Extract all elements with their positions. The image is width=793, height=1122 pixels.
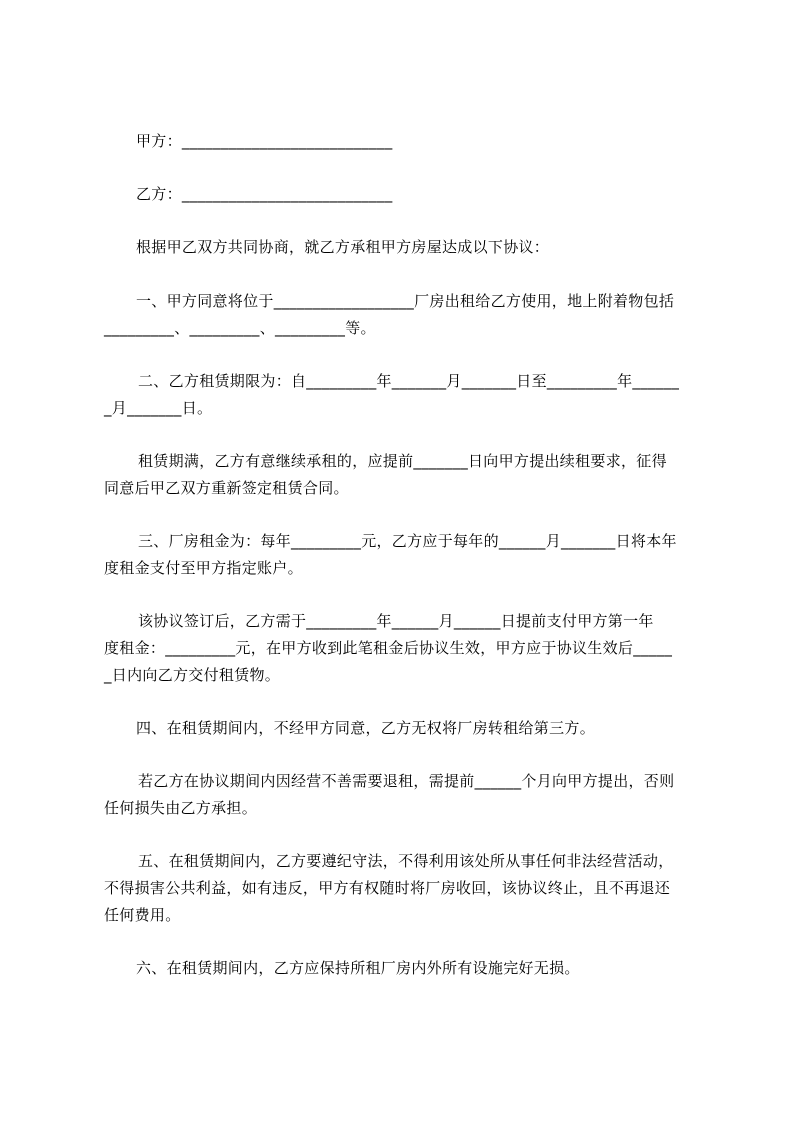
clause-1-line-1: 一、甲方同意将位于__________________厂房出租给乙方使用，地上附着物包括 — [136, 292, 675, 310]
clause-6-line: 六、在租赁期间内，乙方应保持所租厂房内外所有设施完好无损。 — [136, 959, 580, 977]
clause-3-line-1: 三、厂房租金为：每年_________元，乙方应于每年的______月_______日将本年 — [138, 532, 677, 550]
party-a-line: 甲方：___________________________ — [136, 132, 393, 150]
clause-5-line-2: 不得损害公共利益，如有违反，甲方有权随时将厂房收回，该协议终止，且不再退还 — [104, 879, 671, 897]
clause-2-line-2: _月_______日。 — [104, 399, 213, 417]
renewal-line-1: 租赁期满，乙方有意继续承租的，应提前_______日向甲方提出续租要求，征得 — [138, 452, 667, 470]
clause-5-line-3: 任何费用。 — [104, 906, 181, 924]
clause-2-line-1: 二、乙方租赁期限为：自_________年_______月_______日至_________年______ — [138, 372, 680, 390]
termination-line-1: 若乙方在协议期间内因经营不善需要退租，需提前______个月向甲方提出，否则 — [138, 772, 675, 790]
payment-line-3: _日内向乙方交付租赁物。 — [104, 666, 281, 684]
clause-1-line-2: _________、_________、_________等。 — [104, 319, 376, 337]
termination-line-2: 任何损失由乙方承担。 — [104, 799, 258, 817]
clause-5-line-1: 五、在租赁期间内，乙方要遵纪守法，不得利用该处所从事任何非法经营活动， — [138, 852, 674, 870]
renewal-line-2: 同意后甲乙双方重新签定租赁合同。 — [104, 479, 349, 497]
payment-line-1: 该协议签订后，乙方需于_________年______月______日提前支付甲方第一年 — [138, 612, 654, 630]
party-b-line: 乙方：___________________________ — [136, 185, 393, 203]
clause-3-line-2: 度租金支付至甲方指定账户。 — [104, 559, 303, 577]
clause-4-line: 四、在租赁期间内，不经甲方同意，乙方无权将厂房转租给第三方。 — [136, 719, 596, 737]
preamble-line: 根据甲乙双方共同协商，就乙方承租甲方房屋达成以下协议： — [136, 238, 550, 256]
payment-line-2: 度租金：_________元，在甲方收到此笔租金后协议生效，甲方应于协议生效后_____ — [104, 639, 673, 657]
